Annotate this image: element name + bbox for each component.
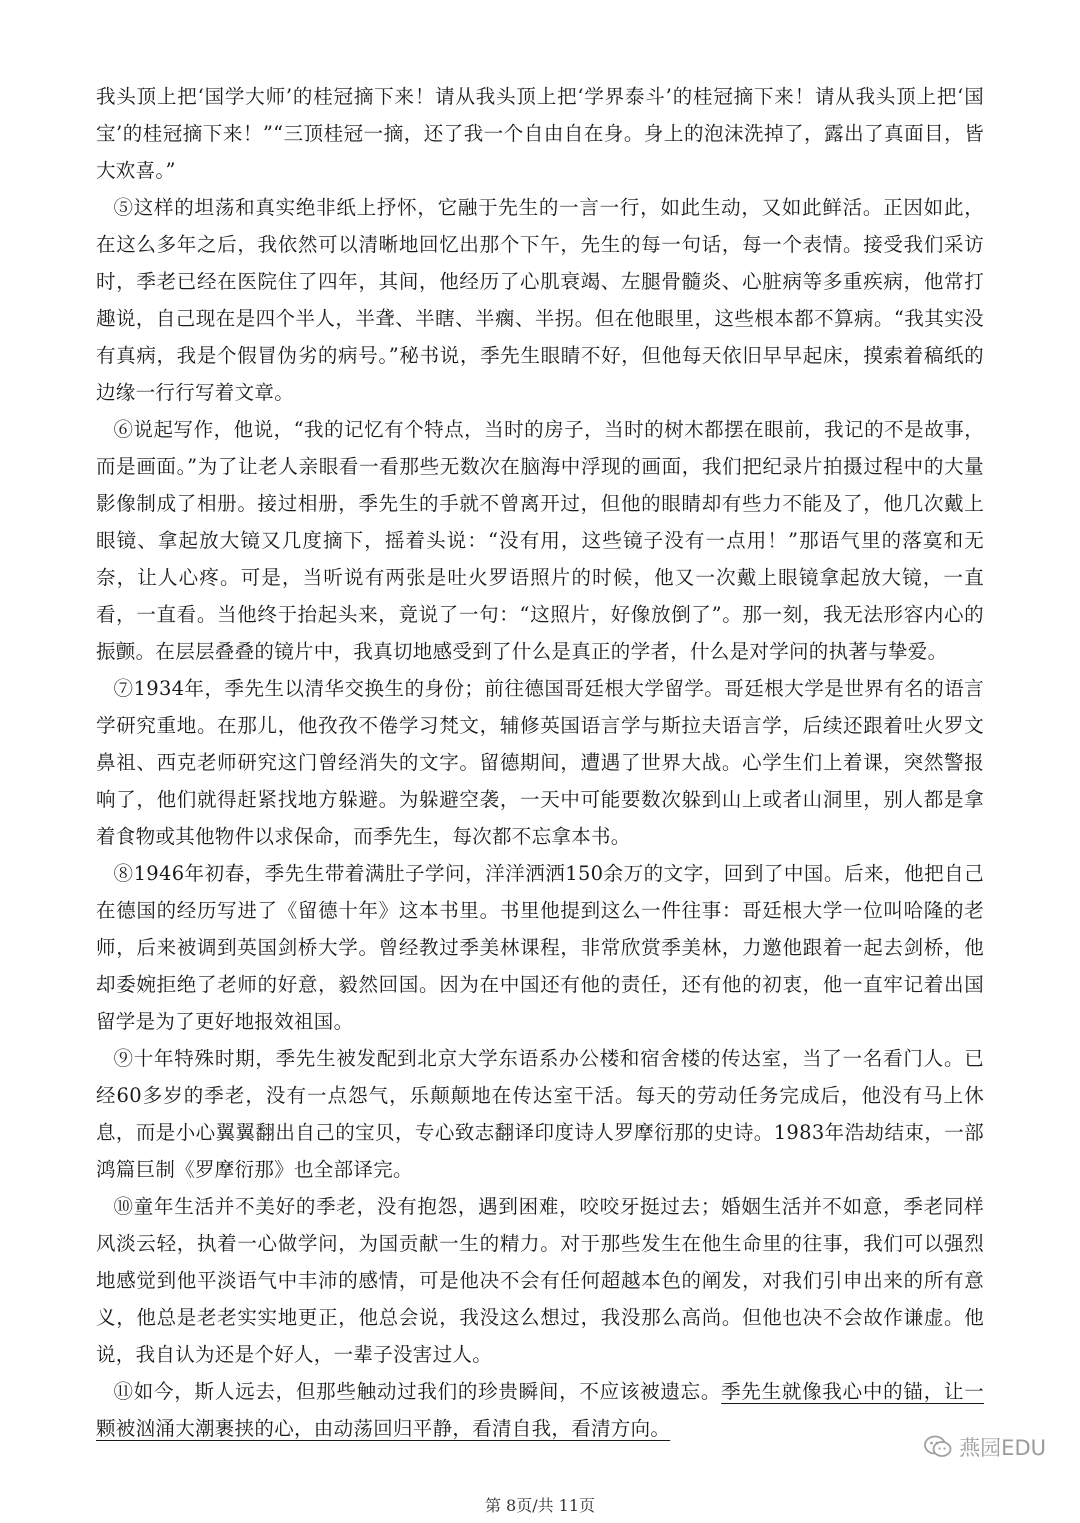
- wechat-icon: [923, 1434, 953, 1460]
- paragraph-11: [96, 1373, 984, 1447]
- watermark-text: 燕园EDU: [959, 1436, 1046, 1460]
- paragraph-7: ⑦1934年，季先生以清华交换生的身份；前往德国哥廷根大学留学。哥廷根大学是世界有名的语言学研究重地。在那儿，他孜孜不倦学习梵文，辅修英国语言学与斯拉夫语言学，后续还跟着吐火罗文鼻祖、西克老师研究这门曾经消失的文字。留德期间，遭遇了世界大战。心学生们上着课，突然警报响了，他们就得赶紧找地方躲避。为躲避空袭，一天中可能要数次躲到山上或者山洞里，别人都是拿着食物或其他物件以求保命，而季先生，每次都不忘拿本书。: [96, 677, 984, 848]
- paragraph-11-underlined: 季先生就像我心中的锚，让一颗被汹涌大潮裹挟的心，由动荡回归平静，看清自我，看清方向。: [96, 1380, 984, 1440]
- paragraph-11-plain: ⑪如今，斯人远去，但那些触动过我们的珍贵瞬间，不应该被遗忘。: [113, 1380, 722, 1403]
- paragraph-10: ⑩童年生活并不美好的季老，没有抱怨，遇到困难，咬咬牙挺过去；婚姻生活并不如意，季老同样风淡云轻，执着一心做学问，为国贡献一生的精力。对于那些发生在他生命里的往事，我们可以强烈地感觉到他平淡语气中丰沛的感情，可是他决不会有任何超越本色的阐发，对我们引申出来的所有意义，他总是老老实实地更正，他总会说，我没这么想过，我没那么高尚。但他也决不会故作谦虚。他说，我自认为还是个好人，一辈子没害过人。: [96, 1195, 984, 1366]
- paragraph-continued: 我头顶上把‘国学大师’的桂冠摘下来！请从我头顶上把‘学界泰斗’的桂冠摘下来！请从我头顶上把‘国宝’的桂冠摘下来！”“三顶桂冠一摘，还了我一个自由自在身。身上的泡沫洗掉了，露出了真面目，皆大欢喜。”: [96, 85, 984, 182]
- paragraph-9: ⑨十年特殊时期，季先生被发配到北京大学东语系办公楼和宿舍楼的传达室，当了一名看门人。已经60多岁的季老，没有一点怨气，乐颠颠地在传达室干活。每天的劳动任务完成后，他没有马上休息，而是小心翼翼翻出自己的宝贝，专心致志翻译印度诗人罗摩衍那的史诗。1983年浩劫结束，一部鸿篇巨制《罗摩衍那》也全部译完。: [96, 1047, 984, 1181]
- document-body: [96, 78, 984, 1447]
- paragraph-5: ⑤这样的坦荡和真实绝非纸上抒怀，它融于先生的一言一行，如此生动，又如此鲜活。正因如此，在这么多年之后，我依然可以清晰地回忆出那个下午，先生的每一句话，每一个表情。接受我们采访时，季老已经在医院住了四年，其间，他经历了心肌衰竭、左腿骨髓炎、心脏病等多重疾病，他常打趣说，自己现在是四个半人，半聋、半瞎、半瘸、半拐。但在他眼里，这些根本都不算病。“我其实没有真病，我是个假冒伪劣的病号。”秘书说，季先生眼睛不好，但他每天依旧早早起床，摸索着稿纸的边缘一行行写着文章。: [96, 196, 984, 404]
- watermark: [923, 1432, 1046, 1462]
- paragraph-8: ⑧1946年初春，季先生带着满肚子学问，洋洋洒洒150余万的文字，回到了中国。后来，他把自己在德国的经历写进了《留德十年》这本书里。书里他提到这么一件往事：哥廷根大学一位叫哈隆的老师，后来被调到英国剑桥大学。曾经教过季美林课程，非常欣赏季美林，力邀他跟着一起去剑桥，他却委婉拒绝了老师的好意，毅然回国。因为在中国还有他的责任，还有他的初衷，他一直牢记着出国留学是为了更好地报效祖国。: [96, 862, 984, 1033]
- page-number: 第 8页/共 11页: [484, 1496, 596, 1515]
- paragraph-6: ⑥说起写作，他说，“我的记忆有个特点，当时的房子，当时的树木都摆在眼前，我记的不是故事，而是画面。”为了让老人亲眼看一看那些无数次在脑海中浮现的画面，我们把纪录片拍摄过程中的大量影像制成了相册。接过相册，季先生的手就不曾离开过，但他的眼睛却有些力不能及了，他几次戴上眼镜、拿起放大镜又几度摘下，摇着头说：“没有用，这些镜子没有一点用！”那语气里的落寞和无奈，让人心疼。可是，当听说有两张是吐火罗语照片的时候，他又一次戴上眼镜拿起放大镜，一直看，一直看。当他终于抬起头来，竟说了一句：“这照片，好像放倒了”。那一刻，我无法形容内心的振颤。在层层叠叠的镜片中，我真切地感受到了什么是真正的学者，什么是对学问的执著与挚爱。: [96, 418, 984, 663]
